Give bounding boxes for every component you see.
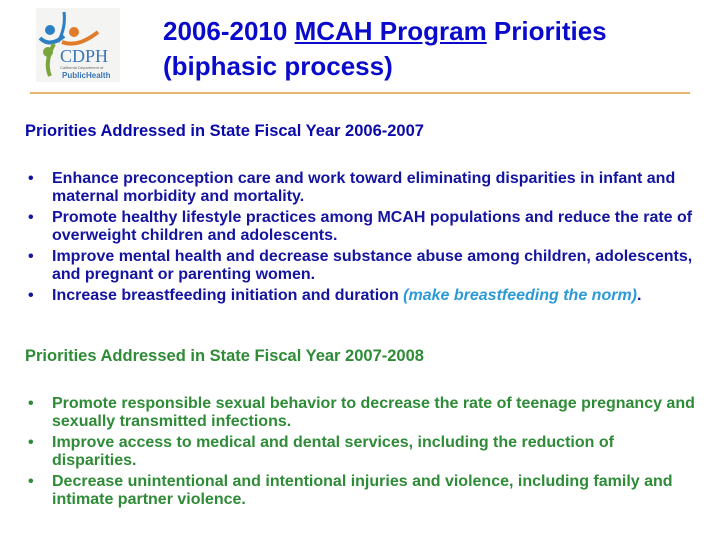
divider xyxy=(30,92,690,94)
list-item: • Decrease unintentional and intentional injuries and violence, including family and intimate partner violence. xyxy=(28,473,673,508)
mcah-program-link[interactable]: MCAH Program xyxy=(294,16,487,46)
svg-text:PublicHealth: PublicHealth xyxy=(62,71,111,80)
list-item: • Improve access to medical and dental services, including the reduction of disparities. xyxy=(28,434,614,469)
list-item: • Increase breastfeeding initiation and duration (make breastfeeding the norm). xyxy=(28,287,642,304)
list-item: • Promote healthy lifestyle practices among MCAH populations and reduce the rate of overweight children and adolescents. xyxy=(28,209,693,244)
svg-text:CDPH: CDPH xyxy=(60,46,109,66)
section-heading-2006-2007: Priorities Addressed in State Fiscal Year 2006-2007 xyxy=(25,122,424,140)
svg-text:California Department of: California Department of xyxy=(60,65,104,70)
list-item: • Enhance preconception care and work toward eliminating disparities in infant and maternal morbidity and mortality. xyxy=(28,170,676,205)
list-item: • Promote responsible sexual behavior to decrease the rate of teenage pregnancy and sexually transmitted infections. xyxy=(28,395,695,430)
emphasis-text: (make breastfeeding the norm) xyxy=(403,287,637,304)
priorities-list-2007-2008 xyxy=(25,395,700,512)
section-heading-2007-2008: Priorities Addressed in State Fiscal Year 2007-2008 xyxy=(25,347,424,365)
cdph-logo xyxy=(36,8,120,82)
page-title: 2006-2010 MCAH Program Priorities (biphasic process) xyxy=(163,16,607,81)
list-item: • Improve mental health and decrease substance abuse among children, adolescents, and pregnant or parenting women. xyxy=(28,248,693,283)
priorities-list-2006-2007 xyxy=(25,170,700,308)
